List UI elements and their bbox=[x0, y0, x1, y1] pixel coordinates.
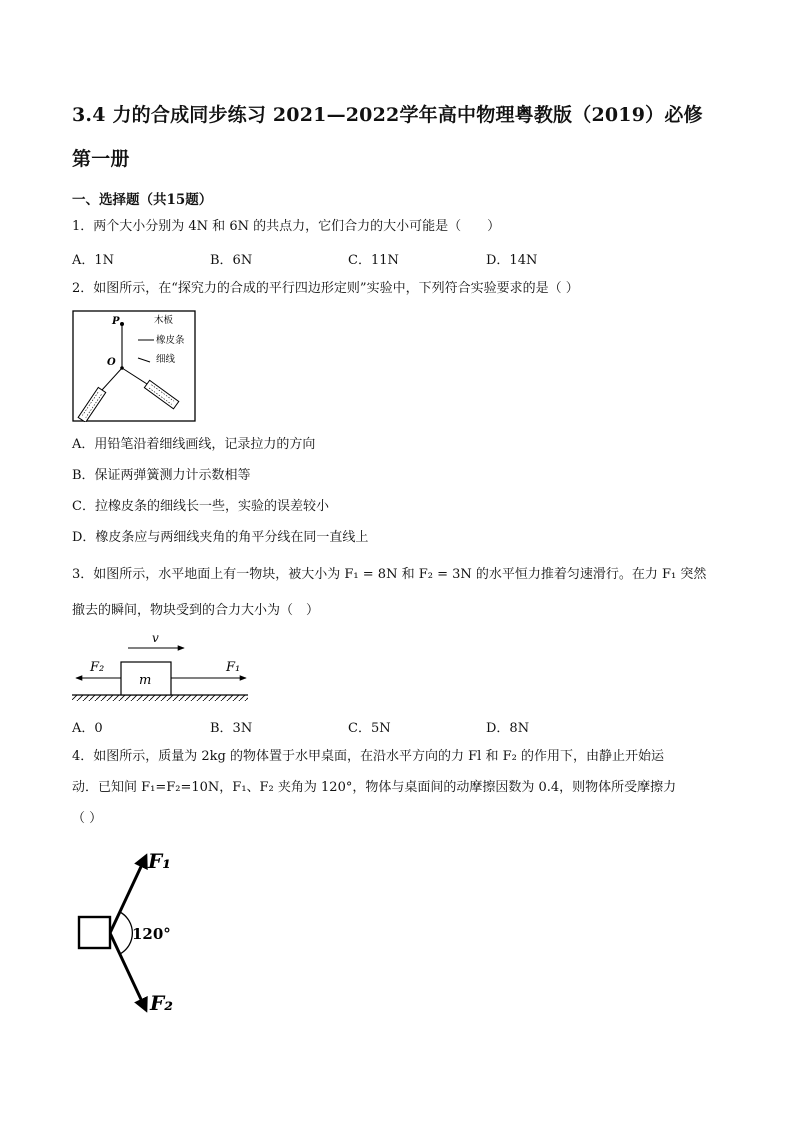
ground-hatch bbox=[72, 695, 248, 701]
question-3-option-b: B．3N bbox=[210, 721, 253, 736]
question-1-option-d: D．14N bbox=[486, 253, 538, 268]
question-2-option-d: D．橡皮条应与两细线夹角的角平分线在同一直线上 bbox=[72, 530, 369, 545]
page-title-line-2: 第一册 bbox=[72, 148, 130, 170]
question-3-option-c: C．5N bbox=[348, 721, 391, 736]
label-f1: F₁ bbox=[226, 660, 241, 675]
question-2-stem: 2．如图所示，在“探究力的合成的平行四边形定则”实验中，下列符合实验要求的是（ ） bbox=[72, 281, 579, 296]
question-2-option-b: B．保证两弹簧测力计示数相等 bbox=[72, 468, 251, 483]
label-f2: F₂ bbox=[90, 660, 105, 675]
label-o: O bbox=[107, 357, 116, 368]
question-2-option-a: A．用铅笔沿着细线画线，记录拉力的方向 bbox=[72, 437, 316, 452]
section-heading: 一、选择题（共15题） bbox=[72, 192, 213, 208]
label-band: 橡皮条 bbox=[156, 335, 185, 346]
question-1-option-c: C．11N bbox=[348, 253, 399, 268]
label-f1: F₁ bbox=[148, 849, 171, 873]
label-p: P bbox=[112, 316, 120, 327]
label-v: v bbox=[152, 631, 159, 645]
label-f2: F₂ bbox=[150, 991, 173, 1015]
point-p bbox=[120, 322, 124, 326]
label-thread: 细线 bbox=[156, 354, 176, 365]
question-3-stem-line-1: 3．如图所示，水平地面上有一物块，被大小为 F₁ = 8N 和 F₂ = 3N 的水平恒力推着匀速滑行。在力 F₁ 突然 bbox=[72, 567, 707, 582]
label-angle: 120° bbox=[132, 925, 171, 943]
question-1-stem: 1．两个大小分别为 4N 和 6N 的共点力，它们合力的大小可能是（ ） bbox=[72, 219, 501, 234]
question-4-stem-line-2: 动．已知间 F₁=F₂=10N，F₁、F₂ 夹角为 120°，物体与桌面间的动摩擦因数为 0.4，则物体所受摩擦力 bbox=[72, 780, 677, 795]
question-2-option-c: C．拉橡皮条的细线长一些，实验的误差较小 bbox=[72, 499, 329, 514]
question-4-figure bbox=[72, 838, 202, 1020]
question-1-option-b: B．6N bbox=[210, 253, 253, 268]
question-4-stem-line-3: （ ） bbox=[72, 811, 103, 826]
question-3-stem-line-2: 撤去的瞬间，物块受到的合力大小为（ ） bbox=[72, 603, 320, 618]
label-board: 木板 bbox=[154, 315, 174, 326]
question-2-figure bbox=[72, 310, 196, 422]
object-box bbox=[79, 917, 110, 948]
question-1-option-a: A．1N bbox=[72, 253, 115, 268]
question-4-stem-line-1: 4．如图所示，质量为 2kg 的物体置于水甲桌面，在沿水平方向的力 Fl 和 F₂ 的作用下，由静止开始运 bbox=[72, 749, 664, 764]
question-3-option-d: D．8N bbox=[486, 721, 530, 736]
question-3-figure bbox=[72, 628, 252, 710]
question-3-option-a: A．0 bbox=[72, 721, 103, 736]
label-m: m bbox=[139, 673, 152, 688]
page-title-line-1: 3.4 力的合成同步练习 2021—2022学年高中物理粤教版（2019）必修 bbox=[72, 104, 703, 126]
